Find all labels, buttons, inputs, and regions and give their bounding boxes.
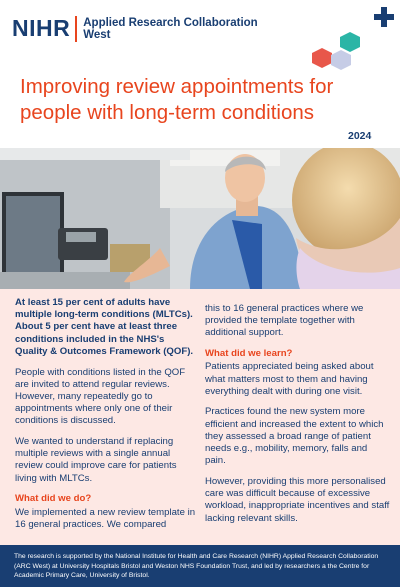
- logo-divider: [75, 16, 77, 42]
- practices-finding-paragraph: Practices found the new system more efficient and increased the extent to which they assessed a broad range of patient needs e.g., mobility, memory, falls and pain.: [205, 406, 384, 467]
- consultation-photo: [0, 148, 400, 289]
- patients-finding-paragraph: Patients appreciated being asked about what matters most to them and having everything dealt with during one visit.: [205, 361, 374, 397]
- page-title: Improving review appointments for people with long-term conditions: [20, 75, 334, 124]
- intro-paragraph: At least 15 per cent of adults have multiple long-term conditions (MLTCs). About 5 per cent have at least three conditions included in the NHS's Quality & Outcomes Framework (QOF).: [15, 297, 194, 357]
- right-column: [205, 303, 390, 533]
- logo-subtitle: [83, 17, 257, 41]
- plus-icon: [374, 7, 394, 27]
- nihr-logo: [12, 15, 258, 42]
- what-did-we-do-heading: What did we do?: [15, 493, 92, 505]
- what-did-we-learn-heading: What did we learn?: [205, 348, 293, 360]
- logo-line-1: Applied Research Collaboration: [83, 16, 258, 29]
- logo-nihr-text: NIHR: [12, 15, 71, 41]
- coral-hexagon-icon: [312, 48, 332, 68]
- left-column: [15, 297, 197, 539]
- challenges-paragraph: However, providing this more personalised care was difficult because of excessive workload, inappropriate incentives and staff lacking relevant skills.: [205, 475, 390, 524]
- content-panel: [0, 289, 400, 545]
- aim-paragraph: We wanted to understand if replacing multiple reviews with a single annual review could improve care for patients living with MLTCs.: [15, 436, 177, 484]
- lilac-hexagon-icon: [331, 50, 351, 70]
- header: [0, 0, 400, 148]
- consultation-illustration: [0, 148, 400, 289]
- method-paragraph: We implemented a new review template in 16 general practices. We compared: [15, 506, 196, 530]
- logo-line-2: West: [83, 28, 111, 41]
- funding-statement: The research is supported by the National Institute for Health and Care Research (NIHR) Applied Research Collaboration (ARC West) at University Hospitals Bristol and Weston NHS Foundation Trust, and led by researchers a the Centre for Academic Primary Care, University of Bristol.: [14, 553, 379, 580]
- publication-year: 2024: [348, 130, 372, 142]
- teal-hexagon-icon: [340, 32, 360, 52]
- qof-paragraph: People with conditions listed in the QOF are invited to attend regular reviews. However, many repeatedly go to appointments where only one of their conditions is discussed.: [15, 366, 186, 427]
- method-continued-paragraph: this to 16 general practices where we provided the template together with additional support.: [205, 303, 364, 339]
- footer: [0, 545, 400, 587]
